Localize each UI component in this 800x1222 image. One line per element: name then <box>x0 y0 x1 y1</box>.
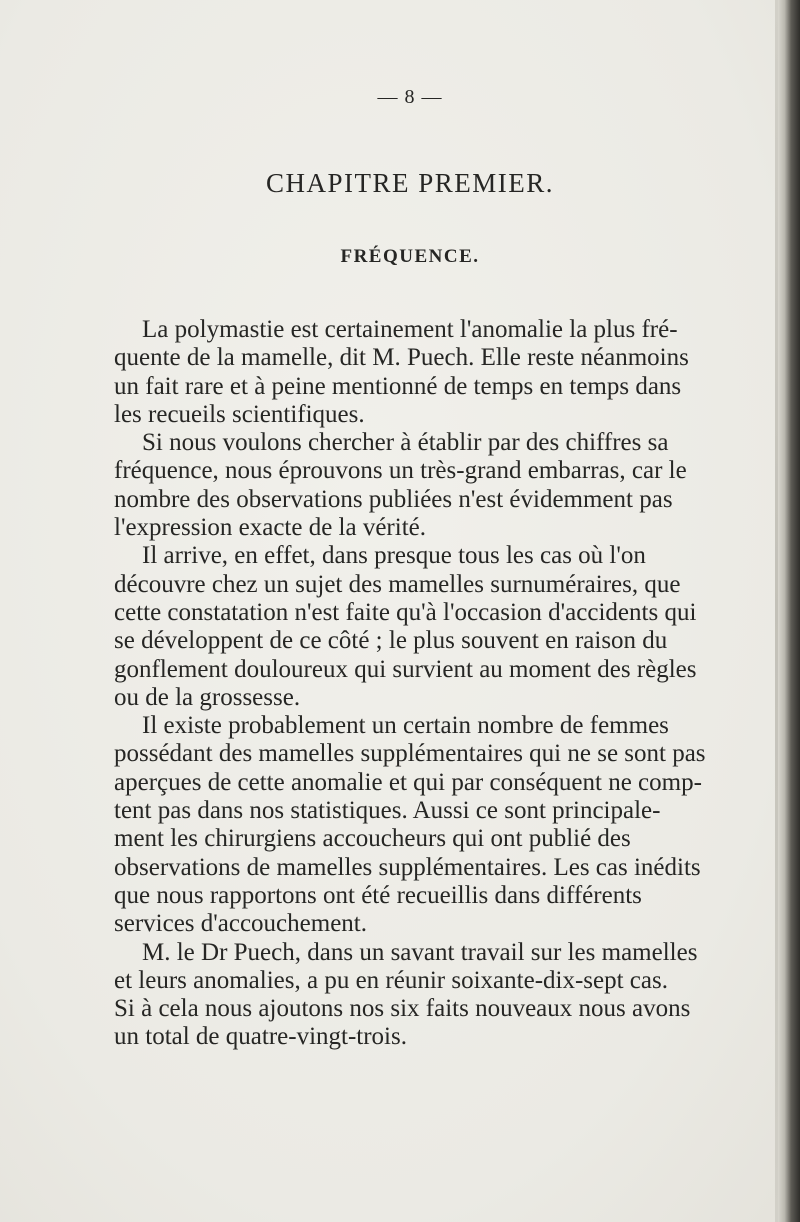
text-line: M. le Dr Puech, dans un savant travail sur les mamelles <box>142 938 698 966</box>
text-line: un fait rare et à peine mentionné de temps en temps dans <box>114 372 682 400</box>
text-line: l'expression exacte de la vérité. <box>114 514 426 542</box>
text-line: Si à cela nous ajoutons nos six faits nouveaux nous avons <box>114 995 691 1023</box>
text-line: cette constatation n'est faite qu'à l'occasion d'accidents qui <box>114 598 697 626</box>
text-line: Si nous voulons chercher à établir par des chiffres sa <box>142 429 669 457</box>
page-number: — 8 — <box>377 86 443 108</box>
text-line: tent pas dans nos statistiques. Aussi ce sont principale- <box>114 797 661 825</box>
text-line: observations de mamelles supplémentaires. Les cas inédits <box>114 853 701 881</box>
text-line: services d'accouchement. <box>114 910 367 938</box>
text-line: quente de la mamelle, dit M. Puech. Elle reste néanmoins <box>114 344 689 372</box>
text-line: gonflement douloureux qui survient au moment des règles <box>114 655 697 683</box>
section-title: FRÉQUENCE. <box>340 246 480 267</box>
text-line: ment les chirurgiens accoucheurs qui ont publié des <box>114 825 631 853</box>
text-line: fréquence, nous éprouvons un très-grand embarras, car le <box>114 457 687 485</box>
text-line: découvre chez un sujet des mamelles surnuméraires, que <box>114 570 681 598</box>
text-line: La polymastie est certainement l'anomalie la plus fré- <box>142 316 678 343</box>
text-line: Il arrive, en effet, dans presque tous les cas où l'on <box>142 542 646 570</box>
text-line: et leurs anomalies, a pu en réunir soixante-dix-sept cas. <box>114 966 668 994</box>
text-line: un total de quatre-vingt-trois. <box>114 1023 407 1051</box>
chapter-title: CHAPITRE PREMIER. <box>265 168 555 198</box>
text-line: nombre des observations publiées n'est évidemment pas <box>114 485 673 513</box>
text-line: possédant des mamelles supplémentaires qui ne se sont pas <box>114 740 706 768</box>
text-line: aperçues de cette anomalie et qui par conséquent ne comp- <box>114 768 702 796</box>
body-text <box>114 316 790 1052</box>
text-line: les recueils scientifiques. <box>114 400 365 428</box>
text-line: ou de la grossesse. <box>114 683 301 711</box>
text-line: se développent de ce côté ; le plus souvent en raison du <box>114 627 668 655</box>
text-line: que nous rapportons ont été recueillis dans différents <box>114 881 642 909</box>
text-line: Il existe probablement un certain nombre de femmes <box>142 712 669 740</box>
